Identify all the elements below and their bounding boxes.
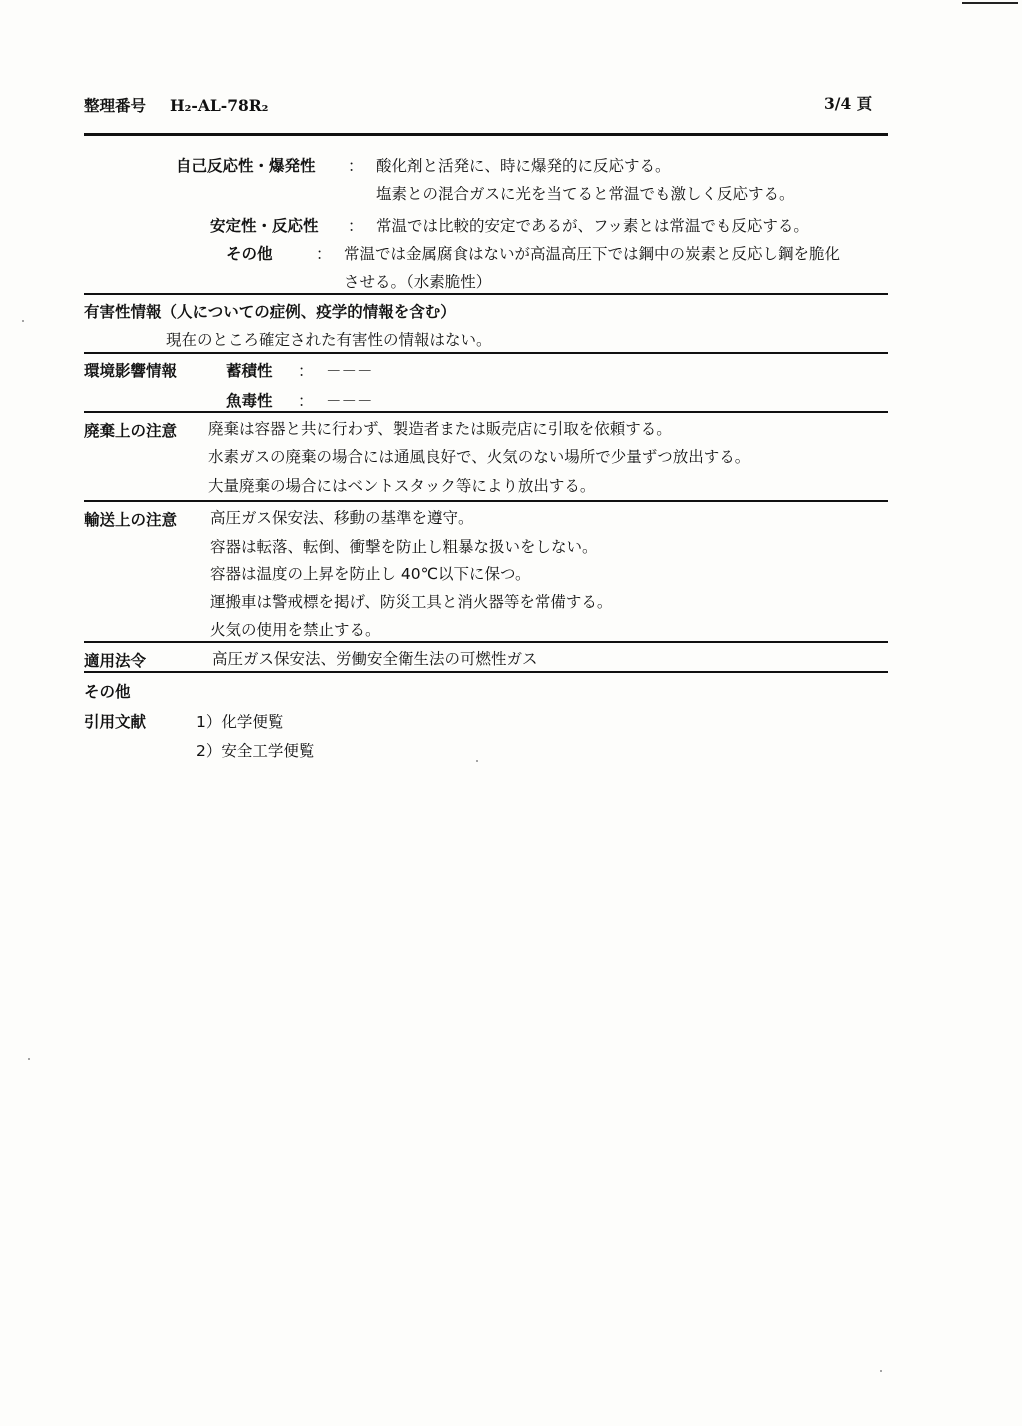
accumulation-label: 蓄積性 <box>226 362 273 380</box>
regulations-heading: 適用法令 <box>84 652 147 670</box>
reference-item: 1）化学便覧 <box>196 713 284 731</box>
section-rule <box>84 500 888 502</box>
stability-label: 安定性・反応性 <box>210 217 319 235</box>
section-rule <box>84 352 888 354</box>
hazard-heading: 有害性情報（人についての症例、疫学的情報を含む） <box>84 303 456 321</box>
transport-line: 容器は温度の上昇を防止し 40℃以下に保つ。 <box>210 565 531 583</box>
scan-speck <box>22 320 24 322</box>
other-properties-colon: ： <box>316 245 332 263</box>
disposal-line: 廃棄は容器と共に行わず、製造者または販売店に引取を依頼する。 <box>208 420 672 438</box>
other-heading: その他 <box>84 683 131 701</box>
stability-text: 常温では比較的安定であるが、フッ素とは常温でも反応する。 <box>376 217 809 235</box>
hazard-text: 現在のところ確定された有害性の情報はない。 <box>166 331 492 349</box>
scan-edge-mark <box>962 2 1018 4</box>
accumulation-colon: ： <box>298 362 314 380</box>
reference-item: 2）安全工学便覧 <box>196 742 315 760</box>
self-reactivity-colon: ： <box>348 157 364 175</box>
other-properties-text-2: させる。（水素脆性） <box>344 273 492 291</box>
environment-heading: 環境影響情報 <box>84 362 178 380</box>
transport-line: 運搬車は警戒標を掲げ、防災工具と消火器等を常備する。 <box>210 593 613 611</box>
doc-number-value: H₂-AL-78R₂ <box>170 96 269 115</box>
self-reactivity-label: 自己反応性・爆発性 <box>176 157 316 175</box>
scan-speck <box>28 1058 30 1060</box>
header-rule <box>84 133 888 136</box>
page-number: 3/4 頁 <box>824 94 873 113</box>
section-rule <box>84 671 888 673</box>
other-properties-text-1: 常温では金属腐食はないが高温高圧下では鋼中の炭素と反応し鋼を脆化 <box>344 245 841 263</box>
disposal-line: 水素ガスの廃棄の場合には通風良好で、火気のない場所で少量ずつ放出する。 <box>208 448 751 466</box>
fish-toxicity-label: 魚毒性 <box>226 392 273 410</box>
doc-number-label: 整理番号 <box>84 97 147 115</box>
fish-toxicity-value: －－－ <box>326 392 373 410</box>
stability-colon: ： <box>348 217 364 235</box>
regulations-text: 高圧ガス保安法、労働安全衛生法の可燃性ガス <box>212 650 538 668</box>
scan-speck <box>476 760 478 762</box>
transport-line: 容器は転落、転倒、衝撃を防止し粗暴な扱いをしない。 <box>210 538 598 556</box>
other-properties-label: その他 <box>226 245 273 263</box>
scan-speck <box>880 1370 882 1372</box>
section-rule <box>84 641 888 643</box>
disposal-line: 大量廃棄の場合にはベントスタック等により放出する。 <box>208 477 596 495</box>
disposal-heading: 廃棄上の注意 <box>84 422 178 440</box>
transport-line: 高圧ガス保安法、移動の基準を遵守。 <box>210 509 474 527</box>
self-reactivity-text-2: 塩素との混合ガスに光を当てると常温でも激しく反応する。 <box>376 185 795 203</box>
transport-line: 火気の使用を禁止する。 <box>210 621 381 639</box>
section-rule <box>84 293 888 295</box>
section-rule <box>84 411 888 413</box>
fish-toxicity-colon: ： <box>298 392 314 410</box>
references-heading: 引用文献 <box>84 713 147 731</box>
accumulation-value: －－－ <box>326 362 373 380</box>
transport-heading: 輸送上の注意 <box>84 511 178 529</box>
self-reactivity-text-1: 酸化剤と活発に、時に爆発的に反応する。 <box>376 157 671 175</box>
